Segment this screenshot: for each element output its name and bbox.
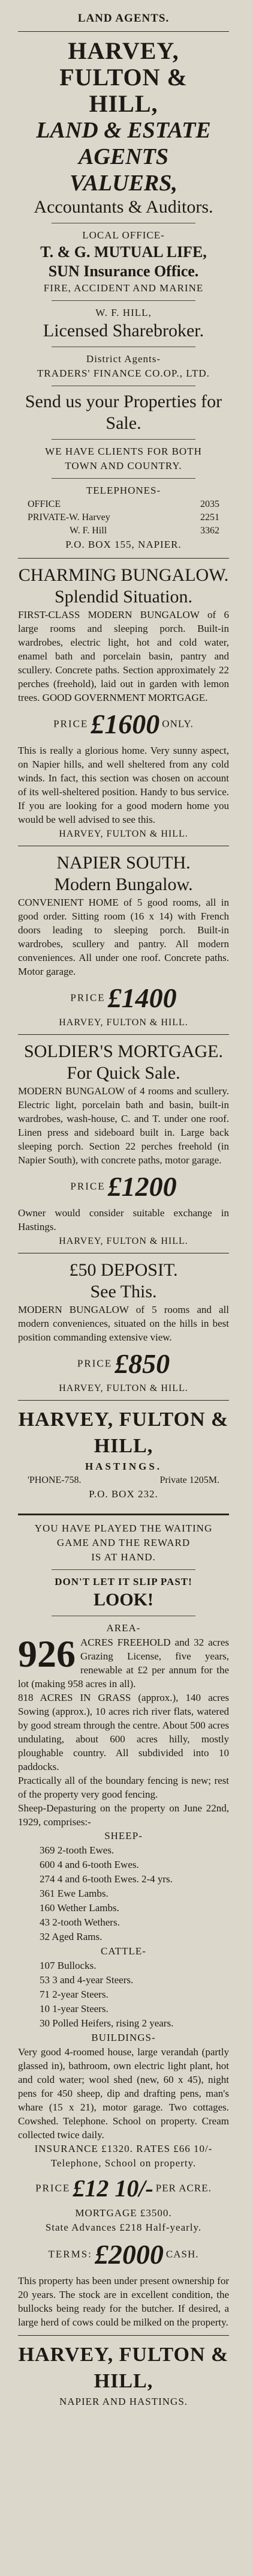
telephone-note: Telephone, School on property.	[50, 2157, 197, 2169]
firm-tagline: LAND & ESTATE AGENTS	[36, 118, 211, 169]
ad-title: NAPIER SOUTH.	[56, 853, 191, 873]
dont-slip: DON'T LET IT SLIP PAST!	[55, 1576, 192, 1587]
telephone-row: OFFICE 2035	[28, 499, 219, 509]
farm-intro: GAME AND THE REWARD	[56, 1537, 191, 1548]
list-item: 32 Aged Rams.	[40, 1931, 103, 1942]
farm-terms: TERMS: £2000 CASH.	[48, 2239, 199, 2270]
divider	[18, 1400, 229, 1401]
ad-price: PRICE £1600 ONLY.	[53, 709, 194, 739]
cattle-heading: CATTLE-	[101, 1945, 146, 1957]
ad-subtitle: Modern Bungalow.	[54, 874, 193, 894]
firm-name: HARVEY, FULTON &	[59, 37, 188, 91]
closing-hill: HILL,	[94, 2370, 153, 2392]
buildings-text: Very good 4-roomed house, large verandah (partly glassed in), bathroom, own electric light plant, hot and cold water; wool shed (new, 60 x 45), night pens for 450 sheep, dip and drafting pens, man's whare (15 x 21), motor garage. Two cottages. Cowshed. Telephone. School on property. Cream collected twice daily.	[18, 2046, 229, 2141]
agency-sun: SUN Insurance Office.	[48, 262, 199, 280]
list-item: 43 2-tooth Wethers.	[40, 1917, 120, 1928]
divider	[18, 1034, 229, 1035]
cattle-list	[40, 1959, 229, 2031]
ad-signature: HARVEY, FULTON & HILL.	[59, 829, 188, 839]
list-item: 160 Wether Lambs.	[40, 1902, 119, 1914]
list-item: 361 Ewe Lambs.	[40, 1888, 109, 1899]
ad-signature: HARVEY, FULTON & HILL.	[59, 1383, 188, 1393]
clients-line1: WE HAVE CLIENTS FOR BOTH	[45, 446, 202, 457]
ad-body: MODERN BUNGALOW of 5 rooms and all modern conveniences, situated on the hills in best position commanding extensive view.	[18, 1304, 229, 1343]
sheep-heading: SHEEP-	[104, 1830, 143, 1841]
firm-valuers: VALUERS,	[70, 171, 177, 196]
fencing-text: Practically all of the boundary fencing is new; rest of the property very good fencing.	[18, 1775, 229, 1800]
agency-fire: FIRE, ACCIDENT AND MARINE	[43, 282, 204, 294]
divider	[52, 439, 195, 440]
sheep-list	[40, 1843, 229, 1944]
divider	[52, 1569, 195, 1570]
ad-after: This is really a glorious home. Very sunny aspect, on Napier hills, and well sheltered from any cold winds. In fact, this section was chosen on account of its well-sheltered position. Handy to bus service. If you are looking for a good modern home you would be well advised to see this.	[18, 745, 229, 825]
area-text: 926 ACRES FREEHOLD and 32 acres Grazing License, five years, renewable at £2 per annum for the lot (making 958 acres in all).	[18, 1632, 229, 1690]
telephone-row: W. F. Hill 3362	[70, 526, 219, 536]
ad-title: CHARMING BUNGALOW.	[18, 565, 229, 585]
ad-price: PRICE £1400	[70, 983, 177, 1013]
closing-text: This property has been under present ownership for 20 years. The stock are in excellent condition, the bullocks being ready for the butcher. If desired, a large herd of cows could be milked on the property.	[18, 2275, 229, 2328]
ad-signature: HARVEY, FULTON & HILL.	[59, 1017, 188, 1028]
advances-text: State Advances £218 Half-yearly.	[45, 2222, 202, 2233]
licensed-sharebroker: Licensed Sharebroker.	[43, 321, 204, 341]
telephone-row: PRIVATE-W. Harvey 2251	[28, 512, 219, 523]
po-box: P.O. BOX 155, NAPIER.	[65, 539, 182, 550]
ad-signature: HARVEY, FULTON & HILL.	[59, 1236, 188, 1246]
hastings-pobox: P.O. BOX 232.	[89, 1488, 158, 1500]
wf-hill: W. F. HILL,	[95, 307, 152, 318]
send-properties: Send us your Properties for Sale.	[25, 392, 222, 433]
farm-intro: IS AT HAND.	[91, 1551, 156, 1563]
divider	[52, 300, 195, 301]
hastings-firm: HARVEY, FULTON &	[18, 1408, 229, 1431]
list-item: 600 4 and 6-tooth Ewes.	[40, 1859, 139, 1870]
ad-subtitle: See This.	[90, 1282, 157, 1302]
district-agents: District Agents-	[86, 353, 161, 365]
look: LOOK!	[93, 1590, 153, 1610]
hastings-hill: HILL,	[94, 1435, 153, 1457]
closing-firm: HARVEY, FULTON &	[18, 2344, 229, 2366]
ad-price: PRICE £1200	[70, 1171, 177, 1202]
clients-line2: TOWN AND COUNTRY.	[65, 460, 182, 471]
local-office-label: LOCAL OFFICE-	[82, 229, 165, 241]
divider	[52, 478, 195, 479]
traders-finance: TRADERS' FINANCE CO.OP., LTD.	[37, 368, 210, 379]
divider	[18, 31, 229, 32]
list-item: 30 Polled Heifers, rising 2 years.	[40, 2017, 174, 2029]
agency-tg: T. & G. MUTUAL LIFE,	[40, 243, 207, 261]
ad-body: CONVENIENT HOME of 5 good rooms, all in good order. Sitting room (16 x 14) with French doors leading to sleeping porch. Built-in wardrobes, scullery and pantry. All modern conveniences. All under one roof. Concrete paths. Motor garage.	[18, 897, 229, 977]
farm-price: PRICE £12 10/- PER ACRE.	[35, 2175, 212, 2202]
buildings-heading: BUILDINGS-	[91, 2032, 156, 2043]
hastings-phones: 'PHONE-758. Private 1205M.	[28, 1475, 219, 1485]
list-item: 10 1-year Steers.	[40, 2003, 109, 2014]
ad-subtitle: Splendid Situation.	[54, 587, 192, 607]
divider	[18, 2335, 229, 2336]
ad-after: Owner would consider suitable exchange in Hastings.	[18, 1207, 229, 1232]
ad-body: FIRST-CLASS MODERN BUNGALOW of 6 large rooms and sleeping porch. Built-in wardrobes, electric light, hot and cold water, enamel bath and porcelain basin, pantry and scullery. Concrete paths. Section approximately 22 perches (freehold), laid out in garden with lemon trees. GOOD GOVERNMENT MORTGAGE.	[18, 609, 229, 703]
ad-body: MODERN BUNGALOW of 4 rooms and scullery. Electric light, porcelain bath and basin, built-in wardrobes, wash-house, C. and T. under one roof. Linen press and sideboard built in. Large back sleeping porch. Section 22 perches freehold (in Napier South), with concrete paths, motor garage.	[18, 1085, 229, 1166]
telephones-label: TELEPHONES-	[86, 485, 161, 496]
firm-name-hill: HILL,	[89, 90, 158, 117]
firm-accountants: Accountants & Auditors.	[34, 197, 213, 217]
section-heading: LAND AGENTS.	[77, 12, 170, 25]
hastings-town: HASTINGS.	[85, 1461, 162, 1472]
ad-price: PRICE £850	[77, 1348, 170, 1379]
list-item: 53 3 and 4-year Steers.	[40, 1974, 134, 1986]
list-item: 107 Bullocks.	[40, 1960, 97, 1971]
ad-subtitle: For Quick Sale.	[67, 1063, 180, 1083]
farm-intro: YOU HAVE PLAYED THE WAITING	[34, 1523, 213, 1534]
grass-text: 818 ACRES IN GRASS (approx.), 140 acres Sowing (approx.), 10 acres rich river flats, watered by good stream through the centre. About 500 acres undulating, about 600 acres hilly, mostly ploughable country. All subdivided into 10 paddocks.	[18, 1692, 229, 1772]
list-item: 274 4 and 6-tooth Ewes. 2-4 yrs.	[40, 1873, 173, 1885]
divider	[18, 1514, 229, 1515]
closing-towns: NAPIER AND HASTINGS.	[59, 2396, 188, 2407]
depasturing-text: Sheep-Depasturing on the property on June 22nd, 1929, comprises:-	[18, 1802, 229, 1828]
divider	[18, 558, 229, 559]
list-item: 369 2-tooth Ewes.	[40, 1844, 115, 1856]
ad-title: SOLDIER'S MORTGAGE.	[24, 1041, 223, 1061]
list-item: 71 2-year Steers.	[40, 1989, 109, 2000]
area-heading: AREA-	[106, 1622, 141, 1634]
insurance-text: INSURANCE £1320. RATES £66 10/-	[34, 2143, 213, 2154]
mortgage-text: MORTGAGE £3500.	[75, 2207, 172, 2219]
ad-title: £50 DEPOSIT.	[69, 1260, 178, 1280]
